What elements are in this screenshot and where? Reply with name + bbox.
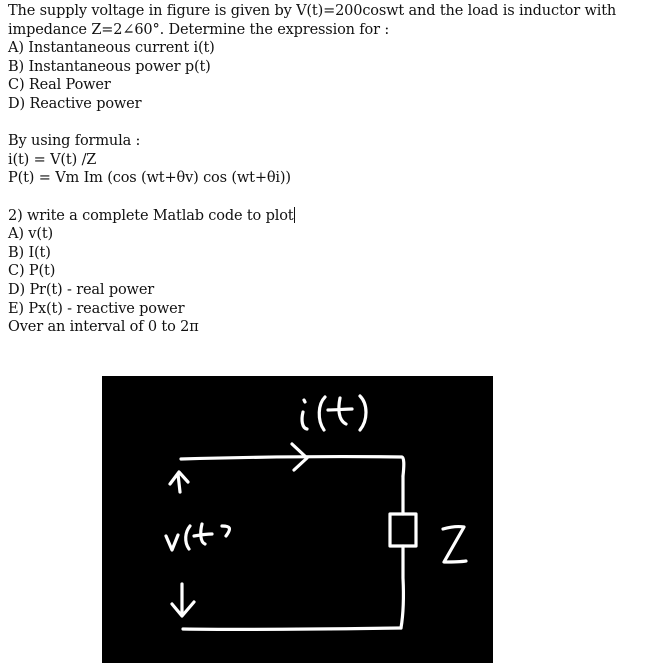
interval-line: Over an interval of 0 to 2π [8, 319, 199, 336]
impedance-label-drawing [443, 527, 466, 562]
question-line: impedance Z=2∠60°. Determine the expression for : [8, 21, 390, 38]
right-wire-lower [401, 546, 403, 628]
current-label-drawing [302, 396, 366, 430]
problem-text [8, 2, 640, 337]
question-item-c: C) Real Power [8, 77, 111, 94]
bottom-wire [183, 628, 401, 629]
formula-section [8, 132, 640, 188]
impedance-box [390, 514, 416, 546]
circuit-drawing [102, 376, 493, 663]
power-formula: P(t) = Vm Im (cos (wt+θv) cos (wt+θi)) [8, 170, 291, 187]
spacer [8, 114, 640, 133]
question-line: The supply voltage in figure is given by V(t)=200coswt and the load is inductor with [8, 3, 617, 19]
question-item-a: A) Instantaneous current i(t) [8, 40, 215, 57]
voltage-down-arrow-icon [172, 584, 194, 616]
voltage-label-drawing [166, 524, 229, 550]
matlab-section [8, 207, 640, 337]
matlab-item-a: A) v(t) [8, 226, 54, 243]
matlab-item-e: E) Px(t) - reactive power [8, 300, 185, 317]
formula-heading: By using formula : [8, 133, 141, 150]
top-wire [181, 457, 404, 476]
question-section [8, 2, 640, 114]
question-item-b: B) Instantaneous power p(t) [8, 58, 211, 75]
question-item-d: D) Reactive power [8, 95, 142, 112]
current-formula: i(t) = V(t) /Z [8, 151, 97, 168]
matlab-heading [8, 207, 640, 226]
spacer [8, 188, 640, 207]
matlab-item-b: B) I(t) [8, 244, 51, 261]
matlab-item-c: C) P(t) [8, 263, 56, 280]
text-cursor [294, 207, 295, 223]
voltage-up-arrow-icon [170, 472, 188, 492]
matlab-item-d: D) Pr(t) - real power [8, 281, 155, 298]
circuit-diagram [102, 376, 493, 663]
matlab-heading-text: 2) write a complete Matlab code to plot [8, 207, 294, 224]
